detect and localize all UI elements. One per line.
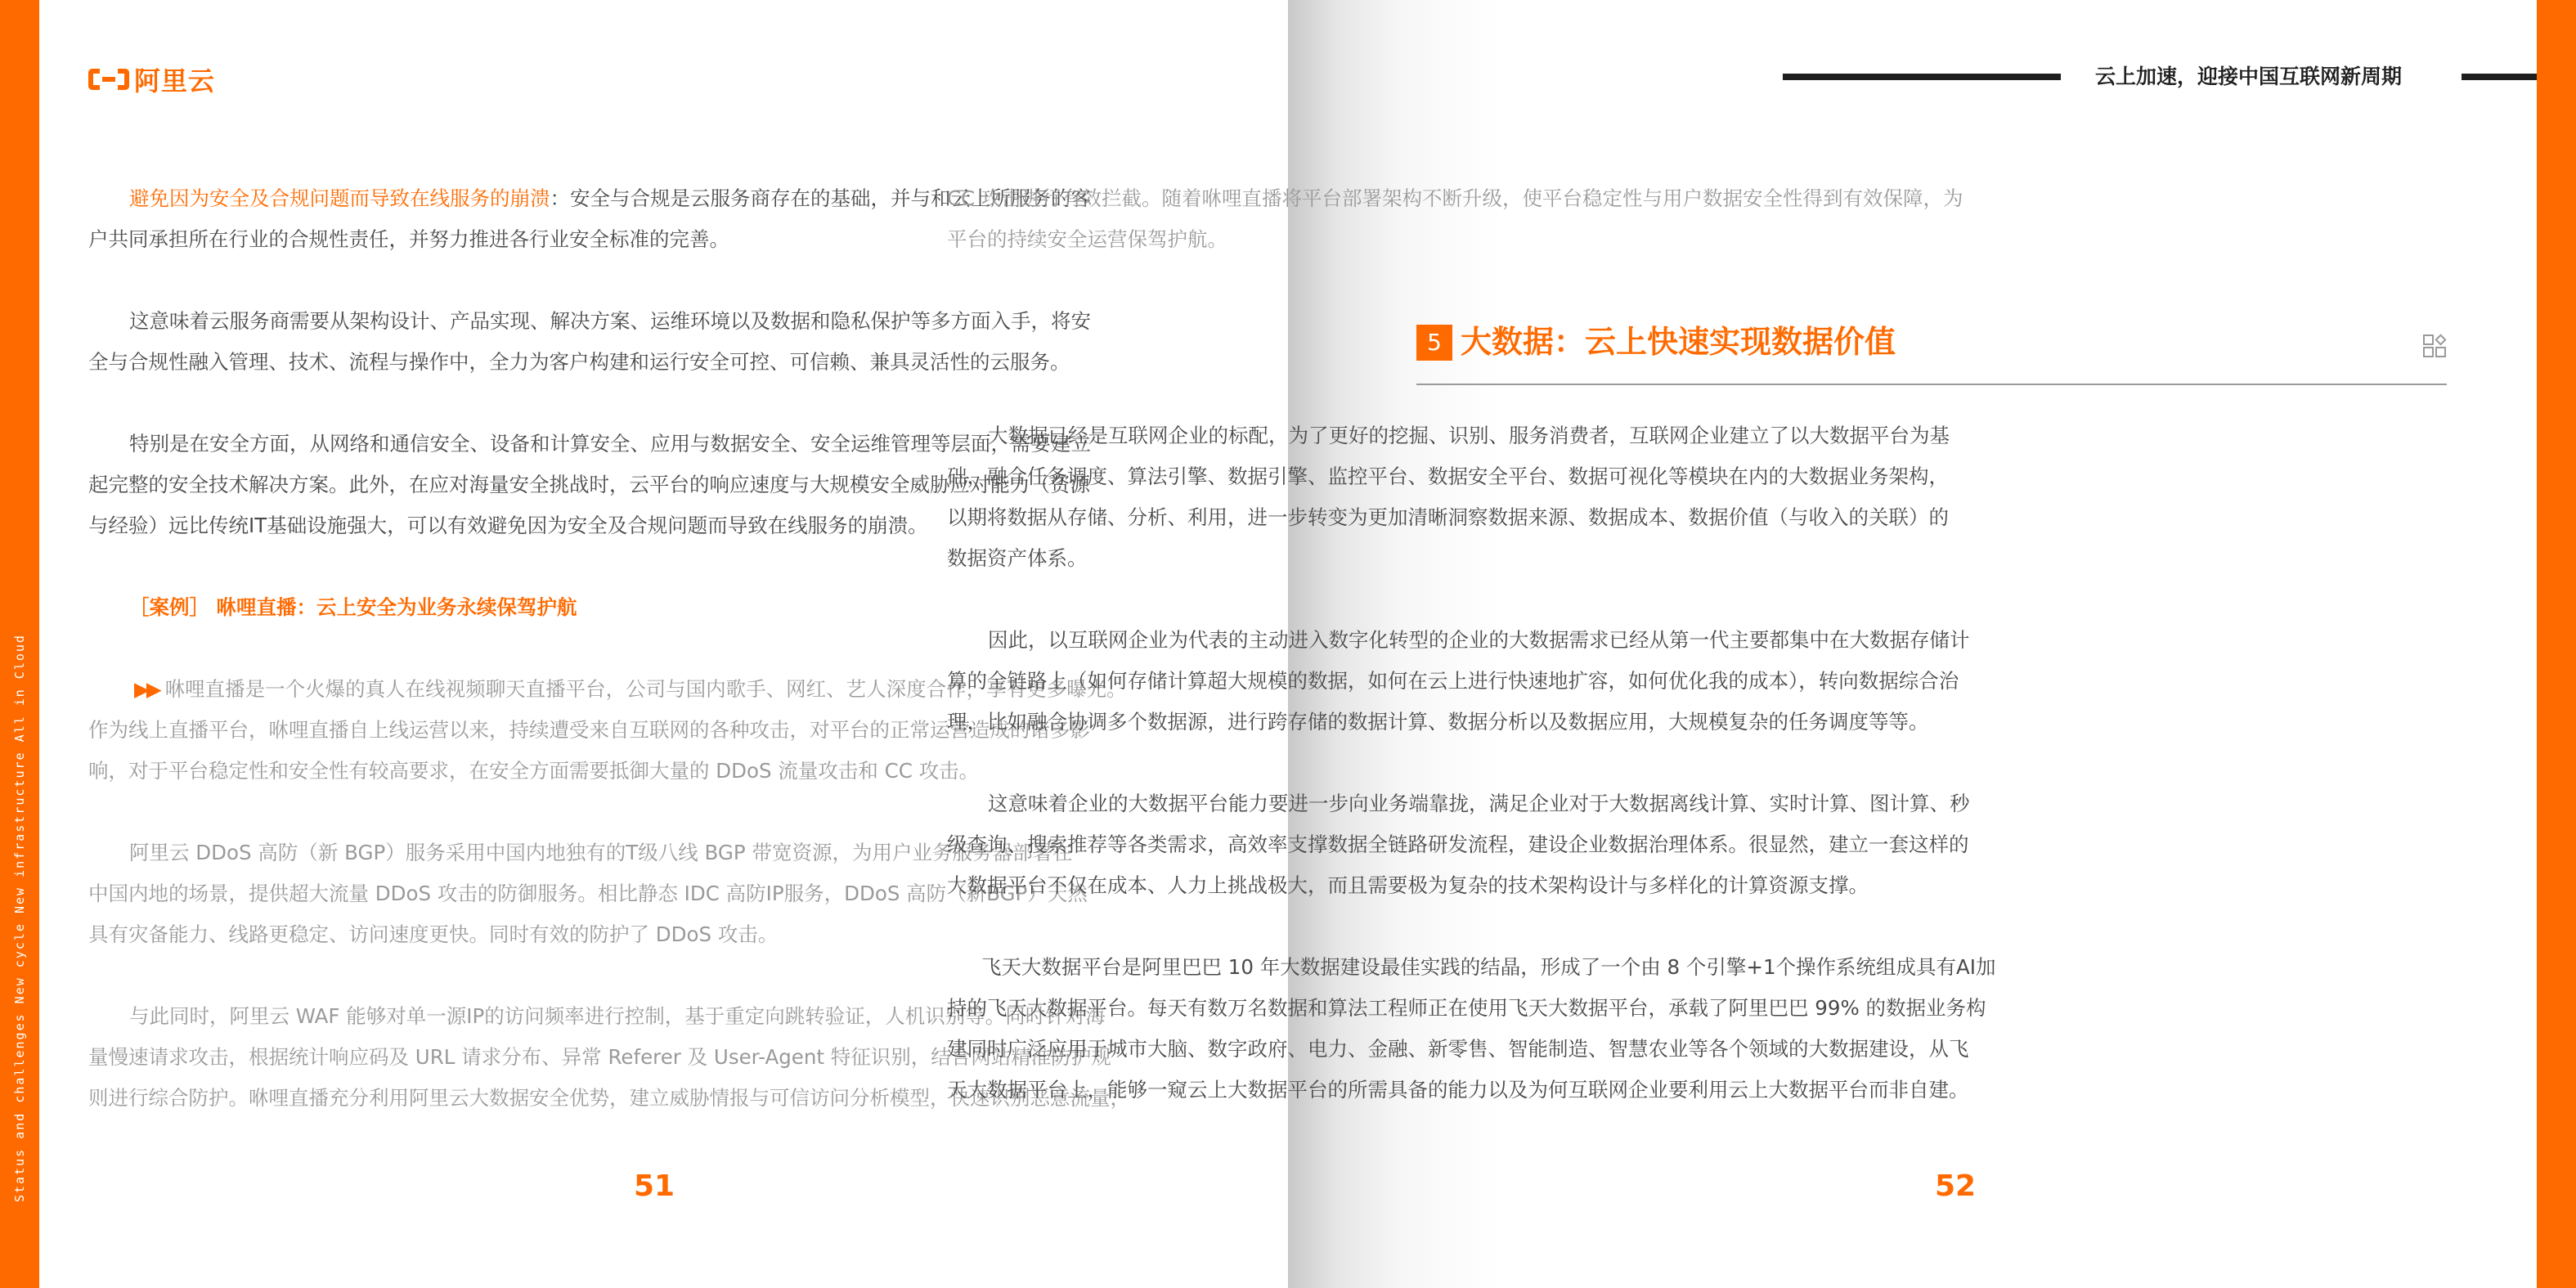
case-paragraph-waf: 与此同时，阿里云 WAF 能够对单一源IP的访问频率进行控制，基于重定向跳转验证，人机识别等。同时针对海 量慢速请求攻击，根据统计响应码及 URL 请求分布、异常 Referer 及 User-Agent 特征识别，结合网站精准防护规 则进行综合防护。咻哩直播充分利用阿里云大数据安全优势，建立威胁情报与可信访问分析模型，快速识别恶意流量，	[88, 1004, 1130, 1110]
paragraph-bigdata-platform: 这意味着企业的大数据平台能力要进一步向业务端靠拢，满足企业对于大数据离线计算、实时计算、图计算、秒 级查询、搜索推荐等各类需求，高效率支撑数据全链路研发流程，建设企业数据治理体系。很显然，建立一套这样的 大数据平台不仅在成本、人力上挑战极大，而且需要极为复杂的技术架构设计与多样化的计算资源支撑。	[947, 792, 1970, 897]
paragraph-multi-aspect: 这意味着云服务商需要从架构设计、产品实现、解决方案、运维环境以及数据和隐私保护等多方面入手，将安 全与合规性融入管理、技术、流程与操作中，全力为客户构建和运行安全可控、可信赖、兼具灵活性的云服务。	[88, 309, 1091, 374]
paragraph-security: 特别是在安全方面，从网络和通信安全、设备和计算安全、应用与数据安全、安全运维管理等层面，需要建立 起完整的安全技术解决方案。此外，在应对海量安全挑战时，云平台的响应速度与大规模安全威胁应对能力（资源 与经验）远比传统IT基础设施强大，可以有效避免因为安全及合规问题而导致在线服务的崩溃。	[88, 432, 1091, 537]
page-number-left: 51	[634, 1169, 675, 1203]
side-tagline: Status and challenges New cycle New infrastructure All in Cloud	[12, 634, 27, 1202]
paragraph-bigdata-demand: 因此，以互联网企业为代表的主动进入数字化转型的企业的大数据需求已经从第一代主要都集中在大数据存储计 算的全链路上（如何存储计算超大规模的数据，如何在云上进行快速地扩容，如何优化我的成本），转向数据综合治 理，比如融合协调多个数据源，进行跨存储的数据计算、数据分析以及数据应用，大规模复杂的任务调度等等。	[947, 628, 1970, 734]
case-heading: ［案例］ 咻哩直播：云上安全为业务永续保驾护航	[129, 595, 577, 619]
section-title: 大数据：云上快速实现数据价值	[1461, 324, 1896, 360]
paragraph-bigdata-standard: 大数据已经是互联网企业的标配，为了更好的挖掘、识别、服务消费者，互联网企业建立了以大数据平台为基 础，融合任务调度、算法引擎、数据引擎、监控平台、数据安全平台、数据可视化等模块在内的大数据业务架构， 以期将数据从存储、分析、利用，进一步转变为更加清晰洞察数据来源、数据成本、数据价值（与收入的关联）的 数据资产体系。	[947, 424, 1950, 570]
left-orange-edge	[0, 0, 39, 1288]
section-divider	[1416, 384, 2447, 385]
grid-shapes-icon	[2422, 334, 2447, 358]
right-orange-edge	[2537, 0, 2576, 1288]
case-paragraph-ddos: 阿里云 DDoS 高防（新 BGP）服务采用中国内地独有的T级八线 BGP 带宽资源，为用户业务服务器部署在 中国内地的场景，提供超大流量 DDoS 攻击的防御服务。相比静态 IDC 高防IP服务，DDoS 高防（新BGP）天然 具有灾备能力、线路更稳定、访问速度更快。同时有效的防护了 DDoS 攻击。	[88, 841, 1088, 946]
section-number-badge: 5	[1416, 325, 1452, 361]
page-number-right: 52	[1935, 1169, 1977, 1203]
header-rule-right	[2462, 74, 2537, 80]
case-paragraph-continued: CC 攻击进行有效拦截。随着咻哩直播将平台部署架构不断升级，使平台稳定性与用户数据安全性得到有效保障，为 平台的持续安全运营保驾护航。	[947, 186, 1963, 251]
paragraph-feitian: 飞天大数据平台是阿里巴巴 10 年大数据建设最佳实践的结晶，形成了一个由 8 个引擎+1个操作系统组成具有AI加 持的飞天大数据平台。每天有数万名数据和算法工程师正在使用飞天大数据平台，承载了阿里巴巴 99% 的数据业务构 建同时广泛应用于城市大脑、数字政府、电力、金融、新零售、智能制造、智慧农业等各个领域的大数据建设，从飞 天大数据平台上，能够一窥云上大数据平台的所需具备的能力以及为何互联网企业要利用云上大数据平台而非自建。	[947, 955, 1996, 1102]
paragraph-compliance: 避免因为安全及合规问题而导致在线服务的崩溃：安全与合规是云服务商存在的基础，并与和云上所服务的客 户共同承担所在行业的合规性责任，并努力推进各行业安全标准的完善。	[88, 186, 1091, 251]
logo-text: 阿里云	[134, 65, 216, 96]
double-arrow-icon: ▶▶	[134, 677, 159, 701]
highlight-phrase: 避免因为安全及合规问题而导致在线服务的崩溃	[129, 186, 550, 210]
aliyun-logo	[88, 61, 215, 98]
header-rule-left	[1783, 74, 2061, 80]
case-paragraph-intro: ▶▶ 咻哩直播是一个火爆的真人在线视频聊天直播平台，公司与国内歌手、网红、艺人深度合作，享有更多曝光。 作为线上直播平台，咻哩直播自上线运营以来，持续遭受来自互联网的各种攻击，对平台的正常运营造成的诸多影 响，对于平台稳定性和安全性有较高要求，在安全方面需要抵御大量的 DDoS 流量攻击和 CC 攻击。	[88, 677, 1127, 783]
running-header-title: 云上加速，迎接中国互联网新周期	[2095, 65, 2403, 88]
aliyun-logo-icon	[88, 69, 129, 90]
